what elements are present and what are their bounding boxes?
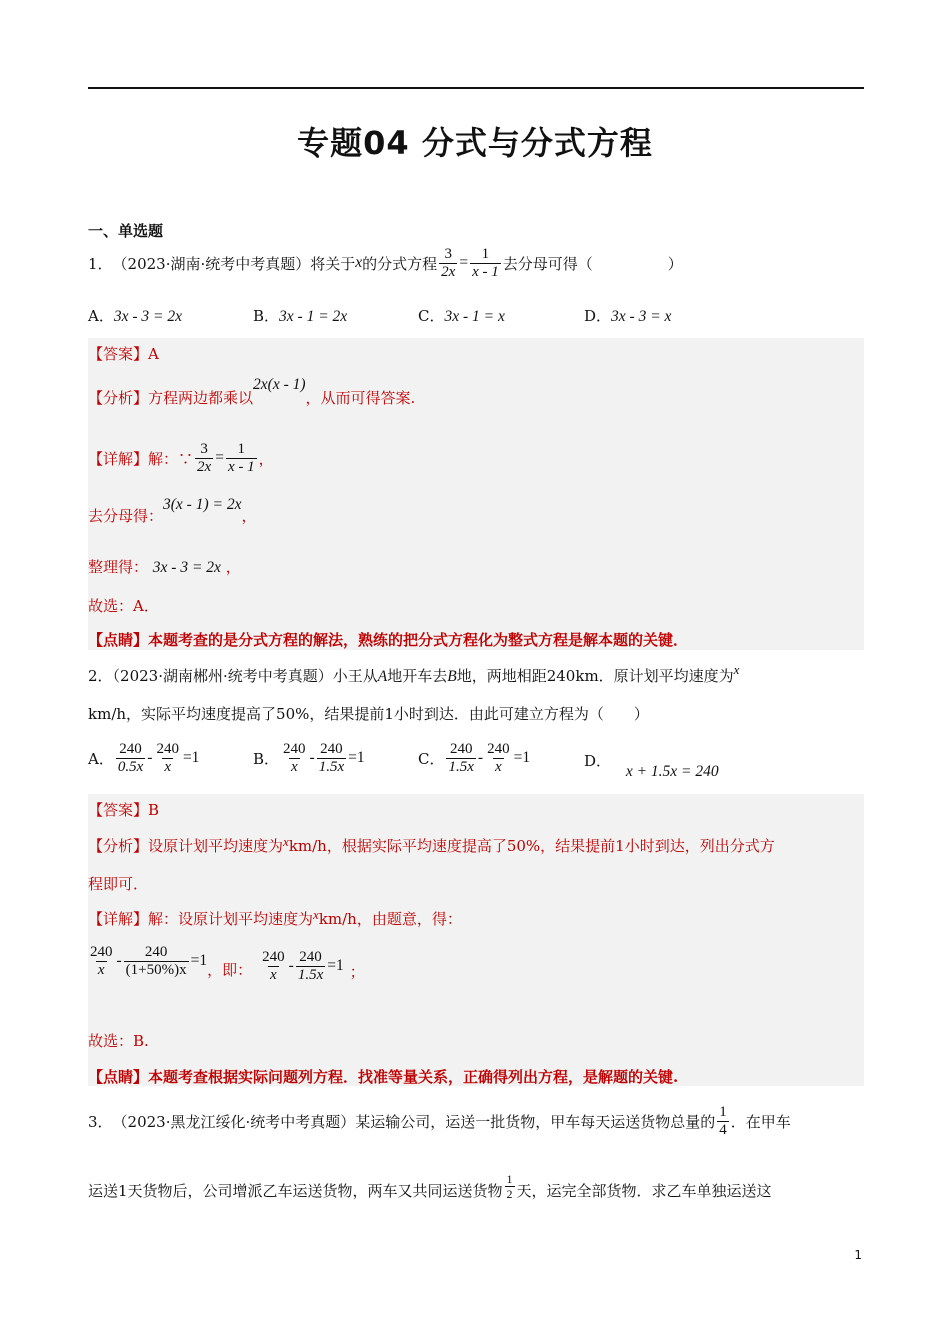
q1-step-2 <box>88 556 241 577</box>
q1-option-a <box>88 305 182 326</box>
q1-equals: = <box>459 254 469 271</box>
q2-eq1-frac-2 <box>124 944 189 979</box>
q1-detail-lhs-num: 3 <box>200 440 208 457</box>
q1-detail-lhs-fraction <box>195 441 213 476</box>
q1-analysis-label: 【分析】 <box>88 388 149 407</box>
q3-frac-half-den: 2 <box>506 1186 513 1201</box>
q3-line-1-b: ．在甲车 <box>730 1112 791 1131</box>
q2-eq1-op: - <box>116 952 122 969</box>
page-number: 1 <box>854 1248 862 1262</box>
q2-option-a-label: A． <box>88 749 114 768</box>
question-3-line-1 <box>88 1100 791 1142</box>
q2-eq1-frac-2-den: (1+50%)x <box>125 961 187 978</box>
q3-line-1-a: （2023·黑龙江绥化·统考中考真题）某运输公司，运送一批货物，甲车每天运送货物总量的 <box>112 1112 716 1131</box>
q2-c-frac-1-den: 1.5x <box>448 758 474 775</box>
q3-line-2-a: 运送1天货物后，公司增派乙车运送货物，两车又共同运送货物 <box>88 1181 503 1200</box>
q1-rhs-num: 1 <box>481 245 490 262</box>
q2-option-a <box>88 736 199 780</box>
question-2-line-1 <box>88 662 740 686</box>
q1-detail <box>88 436 274 480</box>
q2-line-1-c: 地，两地相距240km．原计划平均速度为 <box>456 667 734 685</box>
q1-number: 1． <box>88 254 113 273</box>
q2-b-op: - <box>309 749 315 766</box>
q2-eq1-frac-1 <box>88 944 115 979</box>
q2-b-frac-1-num: 240 <box>283 740 306 757</box>
question-2-line-2: km/h，实际平均速度提高了50%，结果提前1小时到达．由此可建立方程为（ ） <box>88 705 649 723</box>
q2-option-b <box>253 736 365 780</box>
q3-frac-half <box>505 1172 515 1201</box>
q2-b-rhs: =1 <box>348 749 365 766</box>
q2-a-frac-1 <box>116 741 145 776</box>
q1-lhs-num: 3 <box>444 245 452 262</box>
q1-option-d-label: D． <box>584 307 612 325</box>
q2-b-frac-2 <box>317 741 346 776</box>
q1-detail-comma: ， <box>258 449 274 468</box>
q1-tail: 去分母可得（ ） <box>502 254 683 273</box>
q2-choose: 故选：B. <box>88 1032 149 1050</box>
q3-frac-quarter-den: 4 <box>719 1121 727 1138</box>
q2-var: x <box>733 662 740 677</box>
q2-eq2-frac-1 <box>260 949 287 984</box>
q1-step-1-expr: 3(x - 1) = 2x <box>163 496 242 513</box>
q2-eq2-frac-1-num: 240 <box>262 948 285 965</box>
q2-analysis-line-1 <box>88 835 775 856</box>
q2-detail-b: km/h，由题意，得： <box>318 910 462 928</box>
q1-detail-rhs-den: x - 1 <box>227 458 255 475</box>
q1-option-d <box>584 305 671 326</box>
q1-analysis-tail: ，从而可得答案. <box>305 388 416 407</box>
q1-comment: 【点睛】本题考查的是分式方程的解法，熟练的把分式方程化为整式方程是解本题的关键． <box>88 631 689 649</box>
q1-detail-text: 解：∵ <box>148 449 194 468</box>
q2-option-c-label: C． <box>418 749 445 768</box>
q2-c-frac-2-den: x <box>494 758 502 775</box>
q2-comment: 【点睛】本题考查根据实际问题列方程．找准等量关系，正确得列出方程，是解题的关键. <box>88 1068 679 1086</box>
q1-rhs-fraction <box>470 246 501 281</box>
q2-b-frac-2-num: 240 <box>320 740 343 757</box>
q2-analysis-b: km/h，根据实际平均速度提高了50%，结果提前1小时到达，列出分式方 <box>288 837 775 855</box>
q1-answer: 【答案】A <box>88 345 159 363</box>
q2-a-frac-1-den: 0.5x <box>117 758 144 775</box>
q1-option-d-expr: 3x - 3 = x <box>611 308 672 325</box>
q1-option-a-expr: 3x - 3 = 2x <box>113 308 182 325</box>
q2-c-frac-1-num: 240 <box>449 740 473 757</box>
q2-b-frac-2-den: 1.5x <box>318 758 345 775</box>
q1-detail-lhs-den: 2x <box>197 458 212 475</box>
q2-a-op: - <box>147 749 153 766</box>
q1-var: x <box>355 254 363 271</box>
q2-eq2-rhs: =1 <box>327 957 344 974</box>
q1-mid: 的分式方程 <box>362 254 438 273</box>
q1-option-c-label: C． <box>418 307 445 325</box>
q2-eq1-frac-2-num: 240 <box>144 943 168 960</box>
q1-option-b-label: B． <box>253 307 280 325</box>
q2-eq-mid: ，即： <box>207 960 253 979</box>
q1-analysis <box>88 376 415 418</box>
q1-step-1-label: 去分母得： <box>88 506 164 525</box>
q2-detail-a: 解：设原计划平均速度为 <box>148 910 314 928</box>
q1-step-1-tail: ， <box>241 506 257 525</box>
q3-frac-half-num: 1 <box>506 1171 513 1186</box>
q1-lhs-den: 2x <box>441 263 456 280</box>
q2-eq2-frac-2-den: 1.5x <box>297 966 324 983</box>
q2-c-frac-1 <box>446 741 475 776</box>
q1-detail-label: 【详解】 <box>88 449 149 468</box>
q2-b-frac-1-den: x <box>290 758 298 775</box>
q1-rhs-den: x - 1 <box>472 263 499 280</box>
q1-option-c <box>418 305 505 326</box>
q2-option-c <box>418 736 530 780</box>
q2-line-1-a: （2023·湖南郴州·统考中考真题）小王从 <box>112 667 378 685</box>
q1-option-c-expr: 3x - 1 = x <box>444 308 505 325</box>
q2-analysis-a: 设原计划平均速度为 <box>148 837 284 855</box>
q2-detail-var: x <box>313 907 319 922</box>
q1-step-2-expr: 3x - 3 = 2x <box>152 559 221 576</box>
q2-c-frac-2 <box>485 741 512 776</box>
q2-point-a: A <box>377 668 388 685</box>
q1-choose: 故选：A． <box>88 597 159 615</box>
q2-eq-tail: ； <box>349 962 365 981</box>
q2-detail-label: 【详解】 <box>88 910 149 928</box>
q2-answer: 【答案】B <box>88 801 160 819</box>
q2-a-rhs: =1 <box>182 749 200 766</box>
q3-frac-quarter-num: 1 <box>719 1103 727 1120</box>
question-1-stem <box>88 243 683 283</box>
q1-step-2-tail: ， <box>225 558 241 576</box>
q1-option-b-expr: 3x - 1 = 2x <box>279 308 348 325</box>
q2-eq1-frac-1-den: x <box>97 961 105 978</box>
q1-detail-equals: = <box>215 449 224 466</box>
q2-eq2-frac-2-num: 240 <box>299 948 322 965</box>
q2-a-frac-2 <box>154 741 181 776</box>
q3-line-2-b: 天，运完全部货物．求乙车单独运送这 <box>516 1181 772 1200</box>
q1-detail-rhs-num: 1 <box>237 440 246 457</box>
q1-lhs-fraction <box>439 246 457 281</box>
q2-eq1-rhs: =1 <box>190 952 208 969</box>
question-3-line-2 <box>88 1172 772 1208</box>
section-heading: 一、单选题 <box>88 222 164 240</box>
q2-a-frac-1-num: 240 <box>119 740 142 757</box>
q2-analysis-label: 【分析】 <box>88 837 149 855</box>
q2-c-rhs: =1 <box>513 749 531 766</box>
q1-source: （2023·湖南·统考中考真题）将关于 <box>112 254 356 273</box>
q1-option-a-label: A． <box>88 307 114 325</box>
q2-line-1-b: 地开车去 <box>387 667 448 685</box>
q2-option-b-label: B． <box>253 749 280 768</box>
q3-number: 3． <box>88 1112 113 1131</box>
header-rule <box>88 87 864 89</box>
q2-point-b: B <box>447 668 457 685</box>
q2-detail <box>88 908 462 929</box>
q3-frac-quarter <box>717 1104 729 1139</box>
q2-analysis-var: x <box>283 834 289 849</box>
q2-c-frac-2-num: 240 <box>487 740 510 757</box>
q2-option-d-expr: x + 1.5x = 240 <box>625 763 719 780</box>
q2-detail-equations <box>86 938 365 984</box>
q1-option-b <box>253 305 347 326</box>
q2-b-frac-1 <box>281 741 308 776</box>
q1-step-1 <box>88 497 257 533</box>
q2-c-op: - <box>477 749 484 766</box>
q2-eq1-frac-1-num: 240 <box>90 943 113 960</box>
q2-option-d-label: D． <box>584 752 612 770</box>
q1-step-2-label: 整理得： <box>88 558 149 576</box>
q1-analysis-text: 方程两边都乘以 <box>148 388 254 407</box>
q2-a-frac-2-den: x <box>164 758 172 775</box>
q2-eq2-op: - <box>288 957 294 974</box>
q2-a-frac-2-num: 240 <box>156 740 179 757</box>
q2-number: 2． <box>88 667 113 685</box>
q2-analysis-line-2: 程即可． <box>88 875 149 893</box>
q2-eq2-frac-2 <box>296 949 325 984</box>
q2-option-d <box>584 750 719 780</box>
page-title: 专题04 分式与分式方程 <box>297 124 653 162</box>
q1-analysis-expr: 2x(x - 1) <box>253 376 306 393</box>
q1-detail-rhs-fraction <box>226 441 257 476</box>
q2-eq2-frac-1-den: x <box>270 966 277 983</box>
